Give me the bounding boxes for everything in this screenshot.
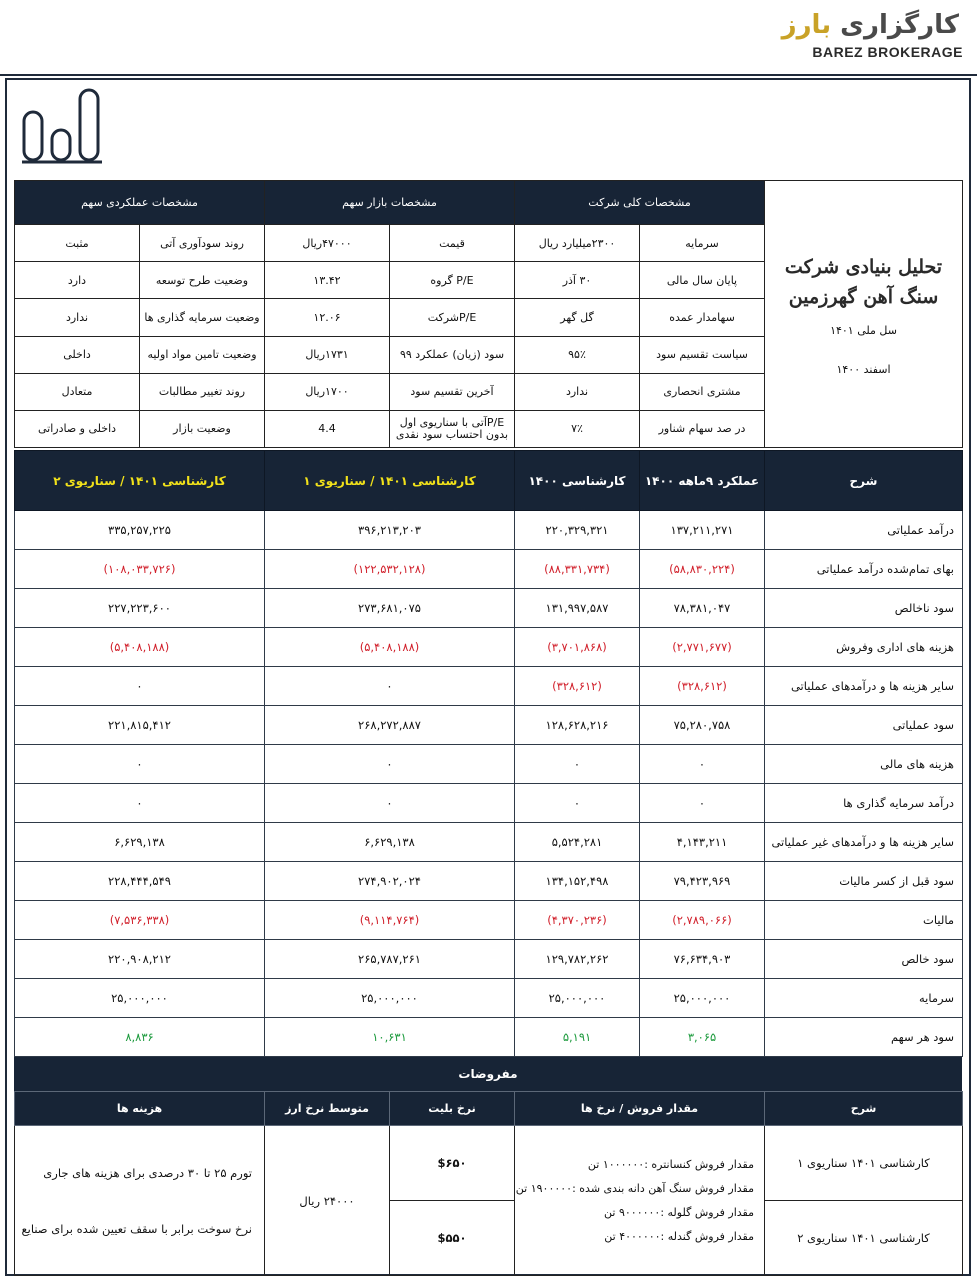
value-cell: ۱۳۷,۲۱۱,۲۷۱ (640, 511, 765, 550)
value-cell: ۷۸,۳۸۱,۰۴۷ (640, 589, 765, 628)
overview-cell: ندارد (15, 299, 140, 336)
value-cell: ۳۳۵,۲۵۷,۲۲۵ (15, 511, 265, 550)
overview-cell: سهامدار عمده (640, 299, 765, 336)
row-label: سود عملیاتی (765, 706, 963, 745)
value-cell: ۰ (515, 745, 640, 784)
overview-cell: وضعیت سرمایه گذاری ها (140, 299, 265, 336)
table-row (15, 745, 963, 784)
ticket-rate-2: $۵۵۰ (390, 1201, 515, 1276)
col-header-9month: عملکرد ۹ماهه ۱۴۰۰ (640, 451, 765, 511)
value-cell: ۱۳۴,۱۵۲,۴۹۸ (515, 862, 640, 901)
assume-header-costs: هزینه ها (15, 1092, 265, 1126)
row-label: هزینه های اداری وفروش (765, 628, 963, 667)
overview-header-market: مشخصات بازار سهم (265, 181, 515, 225)
value-cell: ۷۹,۴۲۳,۹۶۹ (640, 862, 765, 901)
volume-line: مقدار فروش گندله :۴۰۰۰۰۰۰ تن (604, 1229, 754, 1243)
overview-cell: ۱۳.۴۲ (265, 262, 390, 299)
table-row (15, 550, 963, 589)
value-cell: ۸,۸۳۶ (15, 1018, 265, 1057)
value-cell: ۷۵,۲۸۰,۷۵۸ (640, 706, 765, 745)
value-cell: ۲۲۷,۲۲۳,۶۰۰ (15, 589, 265, 628)
table-row (15, 511, 963, 550)
assume-header-fx-rate: متوسط نرخ ارز (265, 1092, 390, 1126)
overview-cell: P/E گروه (390, 262, 515, 299)
assume-header-description: شرح (765, 1092, 963, 1126)
overview-cell: سرمایه (640, 225, 765, 262)
value-cell: ۵,۱۹۱ (515, 1018, 640, 1057)
cost-assumptions (15, 1126, 265, 1276)
page-header (0, 0, 977, 76)
table-row (15, 667, 963, 706)
overview-header-performance: مشخصات عملکردی سهم (15, 181, 265, 225)
value-cell: ۲۲۱,۸۱۵,۴۱۲ (15, 706, 265, 745)
value-cell: (۱۲۲,۵۳۲,۱۲۸) (265, 550, 515, 589)
value-cell: ۲۵,۰۰۰,۰۰۰ (515, 979, 640, 1018)
value-cell: ۲۶۸,۲۷۲,۸۸۷ (265, 706, 515, 745)
row-label: بهای تمام‌شده درآمد عملیاتی (765, 550, 963, 589)
overview-cell: آخرین تقسیم سود (390, 373, 515, 410)
overview-cell: در صد سهام شناور (640, 410, 765, 447)
table-row (15, 940, 963, 979)
overview-cell: P/Eآتی با سناریوی اول بدون احتساب سود نقدی (390, 410, 515, 447)
overview-cell: داخلی (15, 336, 140, 373)
value-cell: ۲۲۰,۳۲۹,۳۲۱ (515, 511, 640, 550)
value-cell: ۰ (515, 784, 640, 823)
overview-cell: سیاست تقسیم سود (640, 336, 765, 373)
table-row (15, 901, 963, 940)
value-cell: ۰ (640, 745, 765, 784)
assume-header-ticket-rate: نرخ بلیت (390, 1092, 515, 1126)
cost-line: تورم ۲۵ تا ۳۰ درصدی برای هزینه های جاری (43, 1165, 252, 1180)
col-header-expert-1400: کارشناسی ۱۴۰۰ (515, 451, 640, 511)
value-cell: ۱۲۸,۶۲۸,۲۱۶ (515, 706, 640, 745)
overview-cell: روند تغییر مطالبات (140, 373, 265, 410)
value-cell: ۷۶,۶۳۴,۹۰۳ (640, 940, 765, 979)
value-cell: ۳,۰۶۵ (640, 1018, 765, 1057)
row-label: سود قبل از کسر مالیات (765, 862, 963, 901)
overview-cell: سود (زیان) عملکرد ۹۹ (390, 336, 515, 373)
overview-cell: داخلی و صادراتی (15, 410, 140, 447)
value-cell: ۳۹۶,۲۱۳,۲۰۳ (265, 511, 515, 550)
row-label: سود ناخالص (765, 589, 963, 628)
volume-line: مقدار فروش سنگ آهن دانه بندی شده :۱۹۰۰۰۰۰ تن (515, 1181, 754, 1195)
report-month-label: اسفند ۱۴۰۰ (836, 363, 891, 376)
table-row (15, 823, 963, 862)
row-label: مالیات (765, 901, 963, 940)
table-row (15, 589, 963, 628)
brand-name-fa: کارگزاری (831, 10, 959, 40)
value-cell: (۸۸,۳۳۱,۷۳۴) (515, 550, 640, 589)
overview-cell: پایان سال مالی (640, 262, 765, 299)
value-cell: ۶,۶۲۹,۱۳۸ (265, 823, 515, 862)
report-title-line2: سنگ آهن گهرزمین (788, 286, 939, 308)
overview-cell: گل گهر (515, 299, 640, 336)
assumptions-title: مفروضات (14, 1057, 962, 1091)
financial-table (14, 450, 963, 1057)
value-cell: (۳۲۸,۶۱۲) (640, 667, 765, 706)
value-cell: (۹,۱۱۴,۷۶۴) (265, 901, 515, 940)
value-cell: ۲۵,۰۰۰,۰۰۰ (265, 979, 515, 1018)
header-divider (0, 74, 977, 76)
overview-cell: ندارد (515, 373, 640, 410)
overview-cell: P/Eشرکت (390, 299, 515, 336)
fx-rate: ۲۴۰۰۰ ریال (265, 1126, 390, 1276)
sales-volumes (515, 1126, 765, 1276)
value-cell: (۵,۴۰۸,۱۸۸) (265, 628, 515, 667)
overview-cell: مثبت (15, 225, 140, 262)
overview-cell: مشتری انحصاری (640, 373, 765, 410)
value-cell: ۲۵,۰۰۰,۰۰۰ (640, 979, 765, 1018)
overview-cell: ۷٪ (515, 410, 640, 447)
table-row (15, 1018, 963, 1057)
financial-body (15, 511, 963, 1057)
value-cell: ۰ (15, 667, 265, 706)
overview-cell: ۱۷۳۱ریال (265, 336, 390, 373)
overview-header-company: مشخصات کلی شرکت (515, 181, 765, 225)
volume-line: مقدار فروش کنسانتره :۱۰۰۰۰۰۰ تن (587, 1157, 754, 1171)
table-row (15, 628, 963, 667)
overview-cell: وضعیت طرح توسعه (140, 262, 265, 299)
ticket-rate-1: $۶۵۰ (390, 1126, 515, 1201)
value-cell: ۲۵,۰۰۰,۰۰۰ (15, 979, 265, 1018)
value-cell: ۲۲۰,۹۰۸,۲۱۲ (15, 940, 265, 979)
assume-header-volumes: مقدار فروش / نرخ ها (515, 1092, 765, 1126)
table-row (15, 979, 963, 1018)
overview-cell: ۴۷۰۰۰ریال (265, 225, 390, 262)
value-cell: ۰ (265, 784, 515, 823)
overview-cell: قیمت (390, 225, 515, 262)
overview-cell: ۹۵٪ (515, 336, 640, 373)
value-cell: ۲۷۳,۶۸۱,۰۷۵ (265, 589, 515, 628)
value-cell: ۴,۱۴۳,۲۱۱ (640, 823, 765, 862)
scenario-2-label: کارشناسی ۱۴۰۱ سناریوی ۲ (765, 1201, 963, 1276)
financial-header-row (15, 451, 963, 511)
col-header-scenario-1: کارشناسی ۱۴۰۱ / سناریوی ۱ (265, 451, 515, 511)
value-cell: ۵,۵۲۴,۲۸۱ (515, 823, 640, 862)
value-cell: ۱۳۱,۹۹۷,۵۸۷ (515, 589, 640, 628)
value-cell: ۲۷۴,۹۰۲,۰۲۴ (265, 862, 515, 901)
overview-cell: متعادل (15, 373, 140, 410)
cost-line: نرخ سوخت برابر با سقف تعیین شده برای صنایع (21, 1221, 252, 1236)
row-label: درآمد سرمایه گذاری ها (765, 784, 963, 823)
scenario-1-label: کارشناسی ۱۴۰۱ سناریوی ۱ (765, 1126, 963, 1201)
row-label: سود هر سهم (765, 1018, 963, 1057)
overview-cell: ۱۷۰۰ریال (265, 373, 390, 410)
overview-table (14, 180, 963, 448)
overview-cell: روند سودآوری آتی (140, 225, 265, 262)
value-cell: ۰ (265, 667, 515, 706)
value-cell: ۶,۶۲۹,۱۳۸ (15, 823, 265, 862)
overview-cell: ۱۲.۰۶ (265, 299, 390, 336)
overview-cell: 4.4 (265, 410, 390, 447)
table-row (15, 784, 963, 823)
overview-cell: دارد (15, 262, 140, 299)
volume-line: مقدار فروش گلوله :۹۰۰۰۰۰۰ تن (604, 1205, 754, 1219)
row-label: سود خالص (765, 940, 963, 979)
assumptions-table (14, 1091, 963, 1276)
col-header-scenario-2: کارشناسی ۱۴۰۱ / سناریوی ۲ (15, 451, 265, 511)
value-cell: (۲,۷۸۹,۰۶۶) (640, 901, 765, 940)
col-header-description: شرح (765, 451, 963, 511)
brand-name-en: BAREZ BROKERAGE (812, 44, 963, 60)
overview-cell: ۳۰ آذر (515, 262, 640, 299)
value-cell: (۴,۳۷۰,۲۳۶) (515, 901, 640, 940)
value-cell: (۳۲۸,۶۱۲) (515, 667, 640, 706)
table-row (15, 862, 963, 901)
row-label: سایر هزینه ها و درآمدهای عملیاتی (765, 667, 963, 706)
value-cell: ۲۲۸,۴۴۴,۵۴۹ (15, 862, 265, 901)
brand-name-accent: بارز (781, 10, 832, 40)
row-label: سرمایه (765, 979, 963, 1018)
fiscal-year-label: سل ملی ۱۴۰۱ (830, 324, 897, 337)
value-cell: (۷,۵۳۶,۳۳۸) (15, 901, 265, 940)
value-cell: (۲,۷۷۱,۶۷۷) (640, 628, 765, 667)
value-cell: (۱۰۸,۰۳۳,۷۲۶) (15, 550, 265, 589)
value-cell: ۱۰,۶۳۱ (265, 1018, 515, 1057)
overview-cell: ۲۳۰۰میلیارد ریال (515, 225, 640, 262)
report-title-block (765, 181, 963, 448)
row-label: درآمد عملیاتی (765, 511, 963, 550)
overview-cell: وضعیت بازار (140, 410, 265, 447)
value-cell: ۰ (15, 784, 265, 823)
table-row (15, 706, 963, 745)
overview-cell: وضعیت تامین مواد اولیه (140, 336, 265, 373)
value-cell: ۲۶۵,۷۸۷,۲۶۱ (265, 940, 515, 979)
brand-logo (782, 10, 959, 40)
value-cell: ۱۲۹,۷۸۲,۲۶۲ (515, 940, 640, 979)
row-label: هزینه های مالی (765, 745, 963, 784)
row-label: سایر هزینه ها و درآمدهای غیر عملیاتی (765, 823, 963, 862)
value-cell: ۰ (640, 784, 765, 823)
bar-chart-icon (22, 86, 102, 164)
value-cell: (۳,۷۰۱,۸۶۸) (515, 628, 640, 667)
value-cell: (۵,۴۰۸,۱۸۸) (15, 628, 265, 667)
report-title-line1: تحلیل بنیادی شرکت (784, 256, 943, 278)
value-cell: ۰ (15, 745, 265, 784)
value-cell: (۵۸,۸۳۰,۲۲۴) (640, 550, 765, 589)
value-cell: ۰ (265, 745, 515, 784)
